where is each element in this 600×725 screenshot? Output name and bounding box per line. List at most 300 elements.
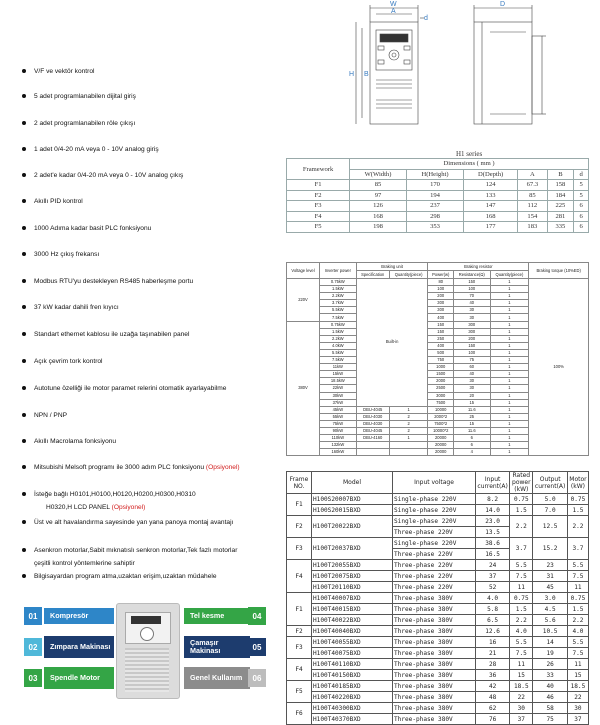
table-cell: 194: [406, 190, 463, 201]
feature-item: [22, 119, 284, 128]
table-cell: 40: [454, 300, 491, 307]
table-cell: 158: [547, 180, 574, 191]
frame-cell: F4: [287, 560, 312, 593]
table-cell: 6: [574, 222, 589, 233]
table-cell: 37kW: [320, 399, 357, 406]
table-cell: 1: [490, 279, 529, 286]
table-cell: 100: [454, 349, 491, 356]
feature-text: Standart ethernet kablosu ile uzağa taşınabilen panel: [34, 331, 190, 338]
h1-title: H1 series: [455, 149, 483, 158]
feature-item: [22, 67, 284, 76]
table-cell: 11kW: [320, 364, 357, 371]
output-current-cell: 5.6: [533, 615, 567, 626]
voltage-220: 220V: [287, 279, 320, 322]
input-voltage-cell: Three-phase 380V: [393, 615, 476, 626]
feature-text: 1000 Adıma kadar basit PLC fonksiyonu: [34, 225, 152, 232]
th-output-current: Output current(A): [533, 472, 567, 494]
table-cell: 6: [454, 442, 491, 449]
th-model: Model: [312, 472, 393, 494]
bullet-icon: [22, 305, 26, 309]
motor-cell: 3.7: [567, 538, 588, 560]
table-cell: 1: [490, 371, 529, 378]
input-voltage-cell: Three-phase 220V: [393, 560, 476, 571]
rated-power-cell: 1.5: [510, 505, 533, 516]
rated-power-cell: 7.5: [510, 648, 533, 659]
motor-cell: 5.5: [567, 560, 588, 571]
rated-power-cell: 7.5: [510, 571, 533, 582]
table-cell: F4: [287, 211, 350, 222]
th-frame: Frame NO.: [287, 472, 312, 494]
table-cell: 300: [454, 328, 491, 335]
table-cell: [356, 442, 389, 449]
table-row: [287, 670, 589, 681]
table-cell: 10000: [428, 406, 454, 413]
feature-text: 5 adet programlanabilen dijital giriş: [34, 93, 136, 100]
motor-cell: 4.0: [567, 626, 588, 637]
table-cell: 1: [490, 378, 529, 385]
table-row: [287, 692, 589, 703]
motor-cell: 2.2: [567, 516, 588, 538]
model-cell: H100T40185BXD: [312, 681, 393, 692]
table-cell: F3: [287, 201, 350, 212]
table-cell: 80: [428, 279, 454, 286]
table-cell: 67.3: [518, 180, 548, 191]
th-motor: Motor (kW): [567, 472, 588, 494]
table-cell: 198: [350, 222, 407, 233]
model-cell: H100T20110BXD: [312, 582, 393, 593]
model-cell: H100T20022BXD: [312, 516, 393, 538]
table-cell: 160kW: [320, 449, 357, 456]
feature-text: 2 adet'e kadar 0/4-20 mA veya 0 - 10V analog çıkış: [34, 172, 184, 179]
table-cell: 0.75kW: [320, 321, 357, 328]
feature-text: Asenkron motorlar,Sabit mıknatıslı senkron motorlar,Tek fazlı motorlar: [34, 547, 238, 554]
table-cell: 10000*2: [428, 427, 454, 434]
table-cell: 100: [428, 286, 454, 293]
table-cell: 6: [454, 435, 491, 442]
rated-power-cell: 3.7: [510, 538, 533, 560]
table-cell: 5.5kW: [320, 307, 357, 314]
input-voltage-cell: Three-phase 220V: [393, 582, 476, 593]
feature-item: [22, 330, 284, 339]
optional-tag: (Opsiyonel): [205, 464, 240, 471]
th-dimensions: Dimensions ( mm ): [350, 159, 589, 170]
input-voltage-cell: Single-phase 220V: [393, 516, 476, 527]
table-cell: 7.5kW: [320, 314, 357, 321]
table-cell: 154: [518, 211, 548, 222]
voltage-380: 380V: [287, 321, 320, 456]
input-current-cell: 8.2: [476, 494, 510, 505]
input-current-cell: 23.0: [476, 516, 510, 527]
input-current-cell: 52: [476, 582, 510, 593]
table-cell: 400: [428, 342, 454, 349]
rated-power-cell: 5.5: [510, 637, 533, 648]
table-cell: 112: [518, 201, 548, 212]
table-cell: 5.5kW: [320, 349, 357, 356]
frame-cell: F3: [287, 538, 312, 560]
table-cell: 1500: [428, 371, 454, 378]
input-current-cell: 21: [476, 648, 510, 659]
table-row: [287, 222, 589, 233]
input-voltage-cell: Single-phase 220V: [393, 494, 476, 505]
table-row: [287, 516, 589, 527]
motor-cell: 2.2: [567, 615, 588, 626]
table-cell: 11.6: [454, 406, 491, 413]
table-cell: 1: [490, 449, 529, 456]
output-current-cell: 31: [533, 571, 567, 582]
table-cell: DBU-4045: [356, 427, 389, 434]
input-voltage-cell: Three-phase 220V: [393, 549, 476, 560]
bullet-icon: [22, 226, 26, 230]
table-cell: 30: [454, 385, 491, 392]
table-cell: 30: [454, 378, 491, 385]
table-cell: 20: [454, 392, 491, 399]
motor-cell: 11: [567, 582, 588, 593]
feature-item: [22, 250, 284, 259]
badge-num-01: 01: [24, 607, 42, 625]
feature-text: Akıllı PID kontrol: [34, 198, 83, 205]
table-row: [287, 714, 589, 725]
feature-item: [22, 518, 284, 527]
input-current-cell: 48: [476, 692, 510, 703]
torque-value: 100%: [529, 279, 589, 456]
table-cell: 2500: [428, 385, 454, 392]
table-cell: 183: [518, 222, 548, 233]
table-cell: 1.5kW: [320, 328, 357, 335]
table-row: [287, 615, 589, 626]
output-current-cell: 75: [533, 714, 567, 725]
rated-power-cell: 11: [510, 659, 533, 670]
badge-spendle: Spendle Motor: [44, 667, 114, 689]
th-qty: Quantity(piece): [389, 271, 428, 279]
feature-text: V/F ve vektör kontrol: [34, 68, 95, 75]
table-cell: DBU-4160: [356, 435, 389, 442]
table-cell: DBU-4030: [356, 420, 389, 427]
table-cell: 0.75kW: [320, 279, 357, 286]
feature-text: Akıllı Macrolama fonksiyonu: [34, 438, 117, 445]
bullet-icon: [22, 439, 26, 443]
table-row: [287, 582, 589, 593]
th-braking-resistor: Braking resistor: [428, 263, 529, 271]
th-torque: Braking torque (10%ED): [529, 263, 589, 279]
feature-text: 1 adet 0/4-20 mA veya 0 - 10V analog giriş: [34, 146, 159, 153]
model-cell: H100T40015BXD: [312, 604, 393, 615]
builtin-label: Built-in: [356, 279, 428, 407]
table-cell: 30kW: [320, 392, 357, 399]
table-row: [287, 659, 589, 670]
model-cell: H100T40040BXD: [312, 626, 393, 637]
feature-item: [22, 572, 284, 581]
th-input-current: Input current(A): [476, 472, 510, 494]
frame-cell: F3: [287, 637, 312, 659]
bullet-icon: [22, 359, 26, 363]
rated-power-cell: 22: [510, 692, 533, 703]
dimension-drawing: [332, 0, 592, 145]
bullet-icon: [22, 279, 26, 283]
output-current-cell: 40: [533, 681, 567, 692]
th-qty2: Quantity(piece): [490, 271, 529, 279]
badge-num-03: 03: [24, 669, 42, 687]
table-cell: 20000: [428, 442, 454, 449]
table-cell: 1: [490, 321, 529, 328]
frame-cell: F2: [287, 516, 312, 538]
input-voltage-cell: Three-phase 380V: [393, 681, 476, 692]
input-current-cell: 62: [476, 703, 510, 714]
feature-text: 2 adet programlanabilen röle çıkışı: [34, 120, 136, 127]
label-b: B: [364, 71, 369, 78]
table-cell: 1: [490, 385, 529, 392]
frame-cell: F4: [287, 659, 312, 681]
table-cell: 2.2kW: [320, 335, 357, 342]
model-cell: H100T40075BXD: [312, 648, 393, 659]
bullet-icon: [22, 574, 26, 578]
feature-item: [22, 224, 284, 233]
table-cell: 85: [350, 180, 407, 191]
label-d-small: d: [424, 15, 428, 22]
table-cell: 184: [547, 190, 574, 201]
model-cell: H100T40370BXD: [312, 714, 393, 725]
table-cell: 15: [454, 399, 491, 406]
table-cell: 1: [490, 427, 529, 434]
feature-item: [22, 92, 284, 101]
table-cell: 132kW: [320, 442, 357, 449]
label-w: W: [390, 1, 397, 8]
table-cell: 5: [574, 190, 589, 201]
optional-tag: (Opsiyonel): [111, 504, 146, 511]
table-row: [287, 703, 589, 714]
input-current-cell: 16.5: [476, 549, 510, 560]
feature-text-line2: çeşitli kontrol yöntemlerine sahiptir: [34, 560, 135, 567]
bullet-icon: [22, 199, 26, 203]
table-cell: 97: [350, 190, 407, 201]
table-cell: 300: [454, 321, 491, 328]
feature-text-line2: H0320,H LCD PANEL: [46, 504, 110, 511]
table-cell: 1: [490, 349, 529, 356]
drive-side-outline: [474, 22, 532, 124]
output-current-cell: 7.0: [533, 505, 567, 516]
th-framework: Framework: [287, 159, 350, 180]
input-voltage-cell: Three-phase 220V: [393, 527, 476, 538]
table-cell: 400: [428, 314, 454, 321]
table-cell: 1: [490, 442, 529, 449]
bullet-icon: [22, 413, 26, 417]
table-row: [287, 494, 589, 505]
frame-cell: F2: [287, 626, 312, 637]
feature-text: Autotune özelliği ile motor paramet relerini otomatik ayarlayabilme: [34, 385, 227, 392]
table-row: [287, 681, 589, 692]
input-current-cell: 76: [476, 714, 510, 725]
table-cell: 22kW: [320, 385, 357, 392]
feature-item: [22, 171, 284, 180]
motor-cell: 1.5: [567, 505, 588, 516]
input-current-cell: 16: [476, 637, 510, 648]
table-cell: 20000: [428, 435, 454, 442]
table-cell: 133: [464, 190, 518, 201]
rated-power-cell: 5.5: [510, 560, 533, 571]
table-cell: 6: [574, 211, 589, 222]
rated-power-cell: 2.2: [510, 615, 533, 626]
table-cell: F1: [287, 180, 350, 191]
model-cell: H100T40220BXD: [312, 692, 393, 703]
frame-cell: F6: [287, 703, 312, 725]
feature-text: Açık çevrim tork kontrol: [34, 358, 103, 365]
rated-power-cell: 2.2: [510, 516, 533, 538]
table-row: [287, 626, 589, 637]
input-current-cell: 38.6: [476, 538, 510, 549]
table-cell: 25: [454, 413, 491, 420]
input-voltage-cell: Single-phase 220V: [393, 505, 476, 516]
table-cell: 7500*2: [428, 420, 454, 427]
table-row: [287, 648, 589, 659]
table-row: [287, 201, 589, 212]
input-voltage-cell: Single-phase 220V: [393, 538, 476, 549]
table-cell: 1: [490, 314, 529, 321]
model-cell: H100T20037BXD: [312, 538, 393, 560]
motor-cell: 37: [567, 714, 588, 725]
feature-text: Modbus RTU'yu destekleyen RS485 haberleşme portu: [34, 278, 194, 285]
input-voltage-cell: Three-phase 220V: [393, 571, 476, 582]
label-a: A: [391, 8, 396, 15]
feature-item: [22, 357, 284, 366]
output-current-cell: 33: [533, 670, 567, 681]
table-cell: 126: [350, 201, 407, 212]
th-b: B: [547, 169, 574, 180]
table-cell: 1: [490, 364, 529, 371]
table-cell: 298: [406, 211, 463, 222]
frame-cell: F5: [287, 681, 312, 703]
output-current-cell: 26: [533, 659, 567, 670]
bullet-icon: [22, 147, 26, 151]
motor-cell: 7.5: [567, 648, 588, 659]
feature-text: NPN / PNP: [34, 412, 67, 419]
bullet-icon: [22, 173, 26, 177]
table-cell: 11.6: [454, 427, 491, 434]
feature-item: [22, 384, 284, 393]
input-current-cell: 37: [476, 571, 510, 582]
input-current-cell: 42: [476, 681, 510, 692]
input-voltage-cell: Three-phase 380V: [393, 626, 476, 637]
table-cell: 3000: [428, 392, 454, 399]
table-row: [287, 593, 589, 604]
th-d: D(Depth): [464, 169, 518, 180]
table-cell: 170: [406, 180, 463, 191]
output-current-cell: 15.2: [533, 538, 567, 560]
rated-power-cell: 0.75: [510, 494, 533, 505]
badge-zimpara: Zımpara Makinası: [44, 636, 114, 658]
table-cell: 1: [389, 435, 428, 442]
table-cell: 750: [428, 357, 454, 364]
table-row: [287, 604, 589, 615]
table-row: [287, 560, 589, 571]
input-voltage-cell: Three-phase 380V: [393, 659, 476, 670]
input-current-cell: 24: [476, 560, 510, 571]
frame-cell: F1: [287, 494, 312, 516]
table-cell: [356, 449, 389, 456]
output-current-cell: 12.5: [533, 516, 567, 538]
feature-item: [22, 437, 284, 446]
rated-power-cell: 4.0: [510, 626, 533, 637]
table-cell: 15: [454, 420, 491, 427]
model-cell: H100S20007BXD: [312, 494, 393, 505]
rated-power-cell: 18.5: [510, 681, 533, 692]
th-spec: Specification: [356, 271, 389, 279]
table-cell: 1: [490, 293, 529, 300]
table-cell: 2000*2: [428, 413, 454, 420]
model-cell: H100T40150BXD: [312, 670, 393, 681]
motor-cell: 15: [567, 670, 588, 681]
bullet-icon: [22, 252, 26, 256]
input-voltage-cell: Three-phase 380V: [393, 604, 476, 615]
frame-cell: F1: [287, 593, 312, 626]
th-voltage: Voltage level: [287, 263, 320, 279]
badge-camasir: Çamaşır Makinası: [184, 636, 250, 658]
table-cell: 1: [490, 335, 529, 342]
table-cell: 147: [464, 201, 518, 212]
input-current-cell: 13.5: [476, 527, 510, 538]
input-voltage-cell: Three-phase 380V: [393, 714, 476, 725]
table-cell: 30: [454, 307, 491, 314]
motor-cell: 18.5: [567, 681, 588, 692]
motor-cell: 1.5: [567, 604, 588, 615]
table-cell: 20000: [428, 449, 454, 456]
table-cell: 85: [518, 190, 548, 201]
table-row: [287, 190, 589, 201]
feature-item: [22, 490, 284, 512]
th-braking-unit: Braking unit: [356, 263, 428, 271]
feature-text: 37 kW kadar dahili fren kıyıcı: [34, 304, 119, 311]
feature-text: Üst ve alt havalandırma sayesinde yan yana panoya montaj avantajı: [34, 519, 234, 526]
feature-item: [22, 145, 284, 154]
table-cell: 168: [464, 211, 518, 222]
feature-text: Mitsubishi Melsoft programı ile 3000 adım PLC fonksiyonu: [34, 464, 205, 471]
table-cell: 15kW: [320, 371, 357, 378]
label-h: H: [349, 71, 355, 78]
table-cell: 353: [406, 222, 463, 233]
th-inverter: Inverter power: [320, 263, 357, 279]
table-cell: 168: [350, 211, 407, 222]
table-cell: 2: [389, 427, 428, 434]
table-cell: 2000: [428, 378, 454, 385]
motor-cell: 0.75: [567, 494, 588, 505]
table-row: [287, 180, 589, 191]
table-cell: 110kW: [320, 435, 357, 442]
feature-text: İsteğe bağlı H0101,H0100,H0120,H0200,H0300,H0310: [34, 491, 196, 498]
bullet-icon: [22, 492, 26, 496]
table-cell: 2: [389, 413, 428, 420]
input-current-cell: 4.0: [476, 593, 510, 604]
motor-cell: 5.5: [567, 637, 588, 648]
bullet-icon: [22, 94, 26, 98]
table-row: [287, 279, 589, 286]
rated-power-cell: 15: [510, 670, 533, 681]
input-current-cell: 12.6: [476, 626, 510, 637]
table-row: [287, 538, 589, 549]
feature-text: 3000 Hz çıkış frekansı: [34, 251, 100, 258]
bullet-icon: [22, 520, 26, 524]
th-a: A: [518, 169, 548, 180]
table-row: [287, 505, 589, 516]
table-cell: 2: [389, 420, 428, 427]
th-h: H(Height): [406, 169, 463, 180]
th-power: Power(w): [428, 271, 454, 279]
bullet-icon: [22, 69, 26, 73]
table-cell: 300: [428, 307, 454, 314]
th-dd: d: [574, 169, 589, 180]
table-row: [287, 211, 589, 222]
table-cell: 500: [428, 349, 454, 356]
table-cell: 1: [490, 406, 529, 413]
table-row: [287, 637, 589, 648]
model-cell: H100T20055BXD: [312, 560, 393, 571]
